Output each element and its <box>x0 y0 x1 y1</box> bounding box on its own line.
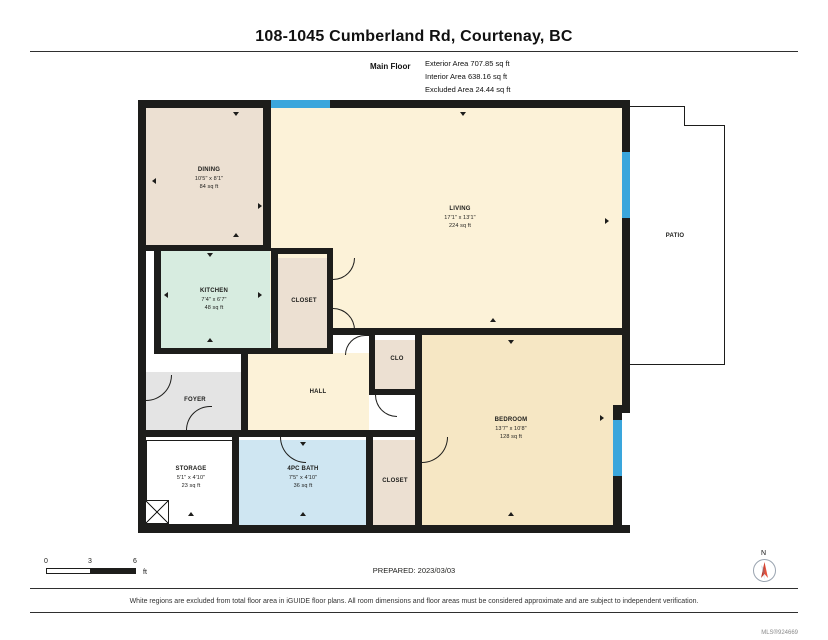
wall-exterior-right-lower <box>622 280 630 405</box>
tick-dining-top <box>233 112 239 116</box>
room-label-closet-kitchen: CLOSET <box>291 298 317 304</box>
wall-exterior-right-mid <box>622 218 630 280</box>
floor-plan <box>0 90 828 545</box>
exterior-area: Exterior Area 707.85 sq ft <box>425 59 510 68</box>
room-label-storage: STORAGE 5'1" x 4'10" 23 sq ft <box>175 466 207 489</box>
door-clo <box>375 395 397 417</box>
window-living-top <box>268 100 330 108</box>
room-label-patio: PATIO <box>665 233 685 239</box>
scale-tick-0: 0 <box>44 558 48 565</box>
tick-kitchen-top <box>207 253 213 257</box>
wall-exterior-right-upper <box>622 100 630 152</box>
wall-exterior-right-jog <box>613 405 630 413</box>
scale-tick-3: 3 <box>88 558 92 565</box>
interior-area: Interior Area 638.16 sq ft <box>425 72 508 81</box>
window-bedroom-right <box>613 420 622 476</box>
wall-exterior-top <box>138 100 630 108</box>
tick-bedroom-right <box>600 415 604 421</box>
wall-kitchen-bottom <box>154 348 272 354</box>
room-fill-clo <box>375 340 420 390</box>
wall-exterior-left <box>138 100 146 533</box>
room-label-bedroom: BEDROOM 13'7" x 10'8" 128 sq ft <box>494 417 528 440</box>
mls-number: MLS®924669 <box>761 630 798 636</box>
tick-dining-left <box>152 178 156 184</box>
scale-unit: ft <box>143 569 147 576</box>
tick-kitchen-bottom <box>207 338 213 342</box>
room-label-bath: 4PC BATH 7'5" x 4'10" 36 sq ft <box>287 466 319 489</box>
wall-dining-bottom <box>146 245 271 251</box>
wall-storage-right <box>232 437 239 533</box>
disclaimer-text: White regions are excluded from total floor area in iGUIDE floor plans. All room dimensions and floor areas must be considered approximate and are subject to independent verification. <box>129 598 699 605</box>
prepared-date: PREPARED: 2023/03/03 <box>372 566 456 575</box>
patio-notch <box>625 106 685 126</box>
wall-hall-left <box>241 354 248 436</box>
room-fill-closet-kitchen <box>278 258 333 353</box>
tick-living-top <box>460 112 466 116</box>
header-divider <box>30 51 798 52</box>
tick-living-bottom <box>490 318 496 322</box>
tick-dining-right <box>258 203 262 209</box>
room-label-dining: DINING 10'5" x 8'1" 84 sq ft <box>194 167 224 190</box>
utility-square-x <box>145 500 169 524</box>
tick-bath-bottom <box>300 512 306 516</box>
room-label-kitchen: KITCHEN 7'4" x 6'7" 48 sq ft <box>199 288 229 311</box>
tick-dining-bottom <box>233 233 239 237</box>
compass-needle-icon <box>745 550 785 590</box>
scale-tick-6: 6 <box>133 558 137 565</box>
compass-north-label: N <box>761 550 767 557</box>
wall-dining-living <box>263 100 271 248</box>
room-label-closet-bedroom: CLOSET <box>382 478 408 484</box>
wall-exterior-bottom <box>138 525 630 533</box>
tick-storage-bottom <box>188 512 194 516</box>
room-label-clo: CLO <box>390 356 404 362</box>
page-title: 108-1045 Cumberland Rd, Courtenay, BC <box>255 28 573 45</box>
wall-living-bottom <box>333 328 623 335</box>
window-living-right <box>622 152 630 218</box>
footer-divider-bottom <box>30 612 798 613</box>
footer-divider-top <box>30 588 798 589</box>
floor-label: Main Floor <box>370 62 411 71</box>
tick-bedroom-top <box>508 340 514 344</box>
excluded-area: Excluded Area 24.44 sq ft <box>425 85 511 94</box>
room-label-hall: HALL <box>309 389 327 395</box>
room-patio-area <box>625 125 725 365</box>
wall-closet-kitchen-bottom <box>271 348 333 354</box>
tick-living-right <box>605 218 609 224</box>
room-label-foyer: FOYER <box>184 397 206 403</box>
tick-kitchen-left <box>164 292 168 298</box>
tick-kitchen-right <box>258 292 262 298</box>
wall-foyer-bottom <box>146 430 422 437</box>
wall-closet-kitchen-top <box>271 248 333 254</box>
tick-bath-top <box>300 442 306 446</box>
room-label-living: LIVING 17'1" x 13'1" 224 sq ft <box>444 206 476 229</box>
compass-rose <box>745 550 785 590</box>
door-hall-kitchen <box>345 335 369 355</box>
wall-clo-left <box>369 335 375 395</box>
tick-bedroom-bottom <box>508 512 514 516</box>
wall-kitchen-left <box>154 248 161 353</box>
